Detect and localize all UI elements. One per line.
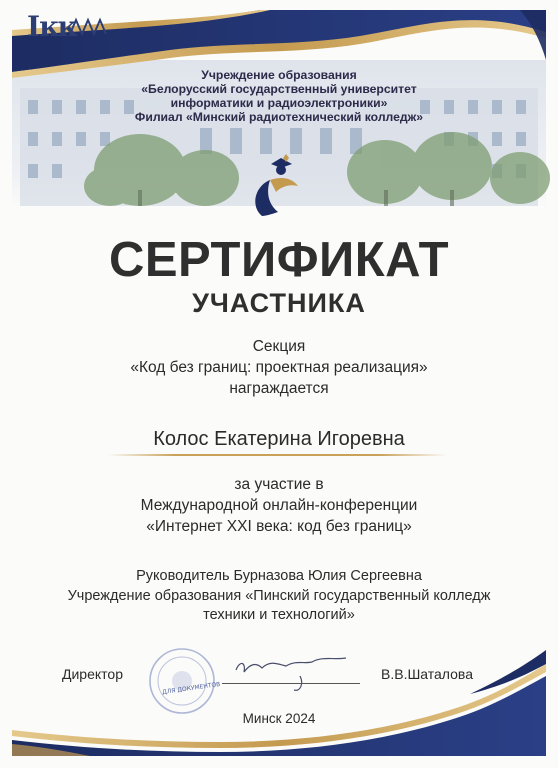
certificate-title: СЕРТИФИКАТ [108,233,450,287]
supervisor-line-3: техники и технологий» [203,607,355,623]
reason-line-3: «Интернет XXI века: код без границ» [146,518,412,535]
signature-line [222,683,360,684]
supervisor-line-2: Учреждение образования «Пинский государственный колледж [67,588,491,604]
section-label: Секция [252,338,306,355]
awarded-label: награждается [229,380,329,397]
reason-line-1: за участие в [234,476,324,493]
org-line-2: «Белорусский государственный университет [141,82,417,96]
org-line-1: Учреждение образования [201,68,357,82]
section-name: «Код без границ: проектная реализация» [130,359,428,376]
director-name: В.В.Шаталова [381,666,473,682]
recipient-name: Колос Екатерина Игоревна [153,428,405,450]
institution-logo: Ιĸĸ [27,10,76,43]
name-underline [107,454,447,456]
org-line-4: Филиал «Минский радиотехнический колледж» [134,110,424,124]
place-and-year: Минск 2024 [242,711,316,726]
reason-line-2: Международной онлайн-конференции [140,497,418,514]
issuing-organization [60,68,498,124]
director-signature [236,658,346,690]
certificate-subtitle: УЧАСТНИКА [192,288,366,318]
supervisor-line-1: Руководитель Бурназова Юлия Сергеевна [136,568,422,584]
org-line-3: информатики и радиоэлектроники» [170,96,388,110]
director-label: Директор [62,666,123,682]
stamp-text: ДЛЯ ДОКУМЕНТОВ [161,680,221,697]
official-stamp [150,649,214,713]
